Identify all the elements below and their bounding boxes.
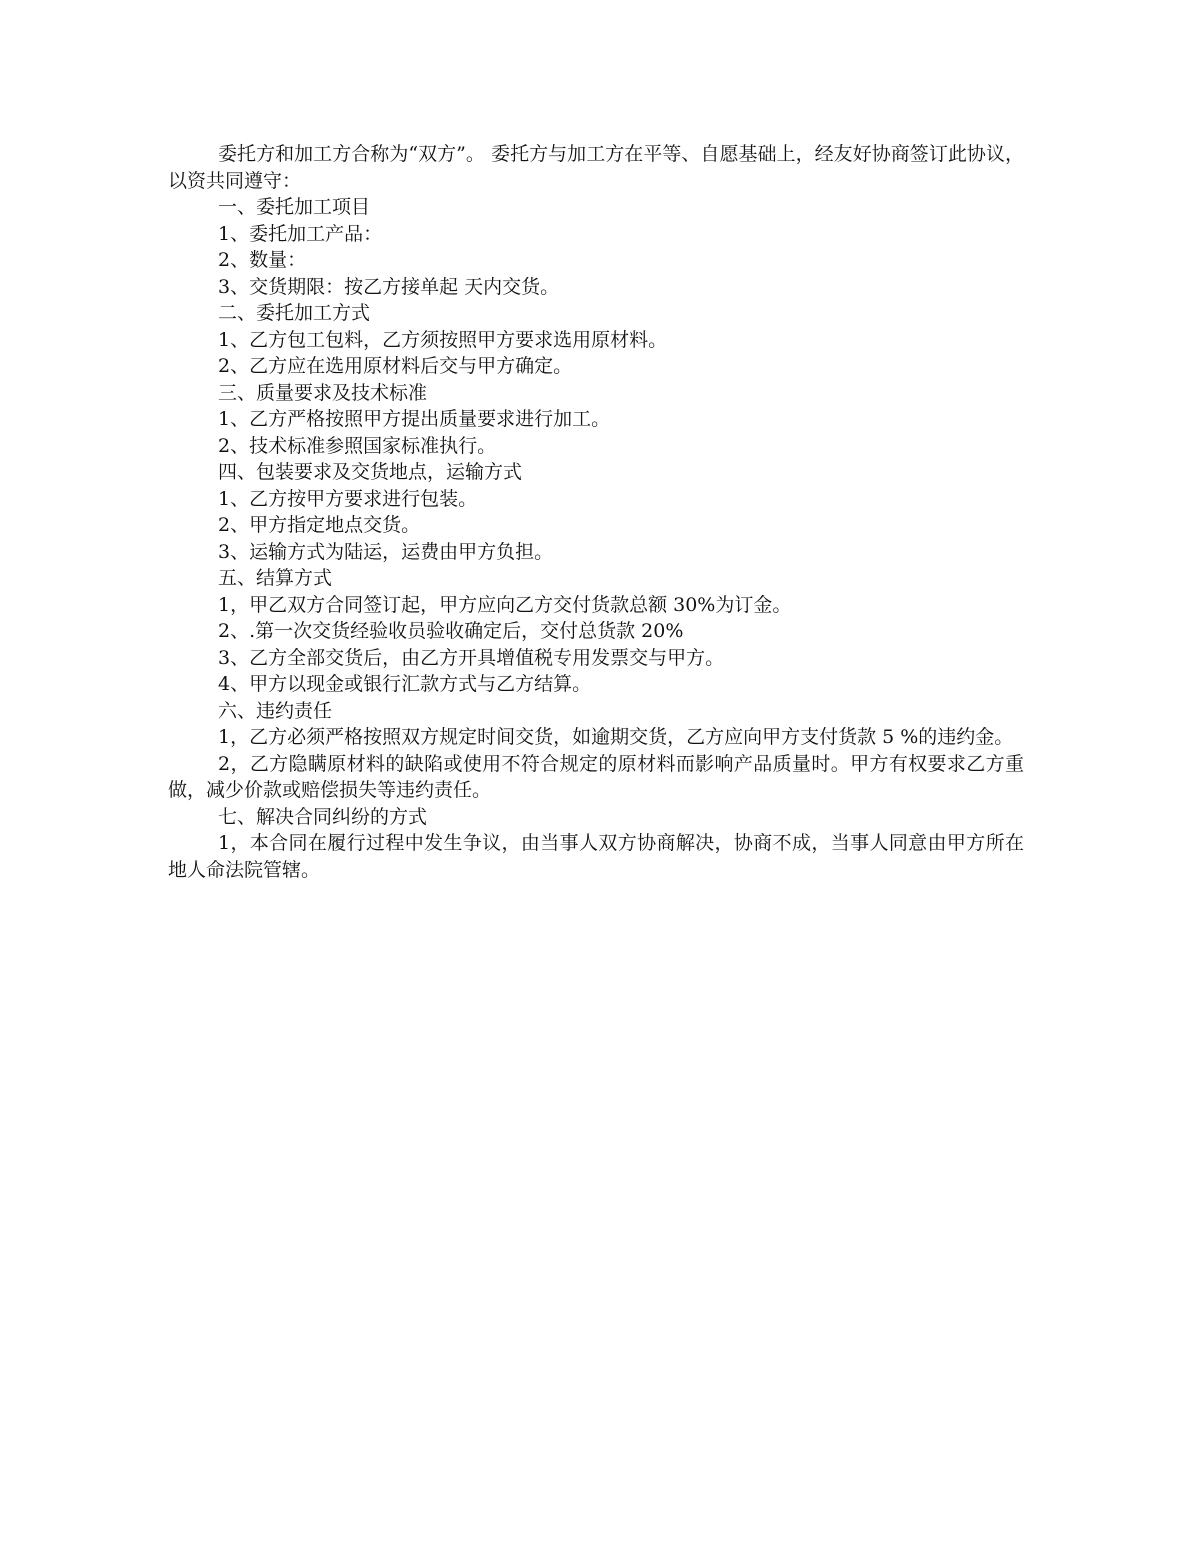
clause-1-2: 2、数量：: [218, 249, 307, 271]
clause-5-2: 2、.第一次交货经验收员验收确定后，交付总货款 20%: [218, 620, 684, 642]
clause-2-1: 1、乙方包工包料，乙方须按照甲方要求选用原材料。: [218, 328, 668, 351]
clause-3-2: 2、技术标准参照国家标准执行。: [218, 434, 497, 457]
section-heading-1: 一、委托加工项目: [218, 196, 371, 218]
clause-5-4: 4、甲方以现金或银行汇款方式与乙方结算。: [218, 673, 592, 695]
section-heading-3: 三、质量要求及技术标准: [218, 381, 428, 404]
clause-6-2: 2，乙方隐瞒原材料的缺陷或使用不符合规定的原材料而影响产品质量时。甲方有权要求乙方重做，减少价款或赔偿损失等违约责任。: [168, 752, 1024, 801]
clause-4-3: 3、运输方式为陆运，运费由甲方负担。: [218, 540, 554, 563]
section-heading-5: 五、结算方式: [218, 567, 333, 589]
clause-2-2: 2、乙方应在选用原材料后交与甲方确定。: [218, 355, 573, 377]
clause-4-2: 2、甲方指定地点交货。: [218, 514, 421, 536]
clause-6-1: 1，乙方必须严格按照双方规定时间交货，如逾期交货，乙方应向甲方支付货款 5 %的违约金。: [218, 726, 1014, 748]
intro-paragraph: 委托方和加工方合称为“双方”。 委托方与加工方在平等、自愿基础上，经友好协商签订此协议，以资共同遵守：: [168, 143, 1024, 192]
section-heading-6: 六、违约责任: [218, 699, 333, 722]
section-heading-2: 二、委托加工方式: [218, 302, 371, 324]
clause-4-1: 1、乙方按甲方要求进行包装。: [218, 487, 478, 510]
section-heading-4: 四、包装要求及交货地点，运输方式: [218, 461, 523, 483]
clause-1-3: 3、交货期限：按乙方接单起 天内交货。: [218, 275, 560, 298]
clause-5-3: 3、乙方全部交货后，由乙方开具增值税专用发票交与甲方。: [218, 646, 725, 669]
clause-7-1: 1，本合同在履行过程中发生争议，由当事人双方协商解决，协商不成，当事人同意由甲方所在地人命法院管辖。: [168, 832, 1024, 881]
clause-3-1: 1、乙方严格按照甲方提出质量要求进行加工。: [218, 408, 611, 430]
clause-5-1: 1，甲乙双方合同签订起，甲方应向乙方交付货款总额 30%为订金。: [218, 593, 792, 616]
section-heading-7: 七、解决合同纠纷的方式: [218, 805, 428, 828]
document-body: [168, 141, 1024, 883]
clause-1-1: 1、委托加工产品：: [218, 222, 383, 245]
